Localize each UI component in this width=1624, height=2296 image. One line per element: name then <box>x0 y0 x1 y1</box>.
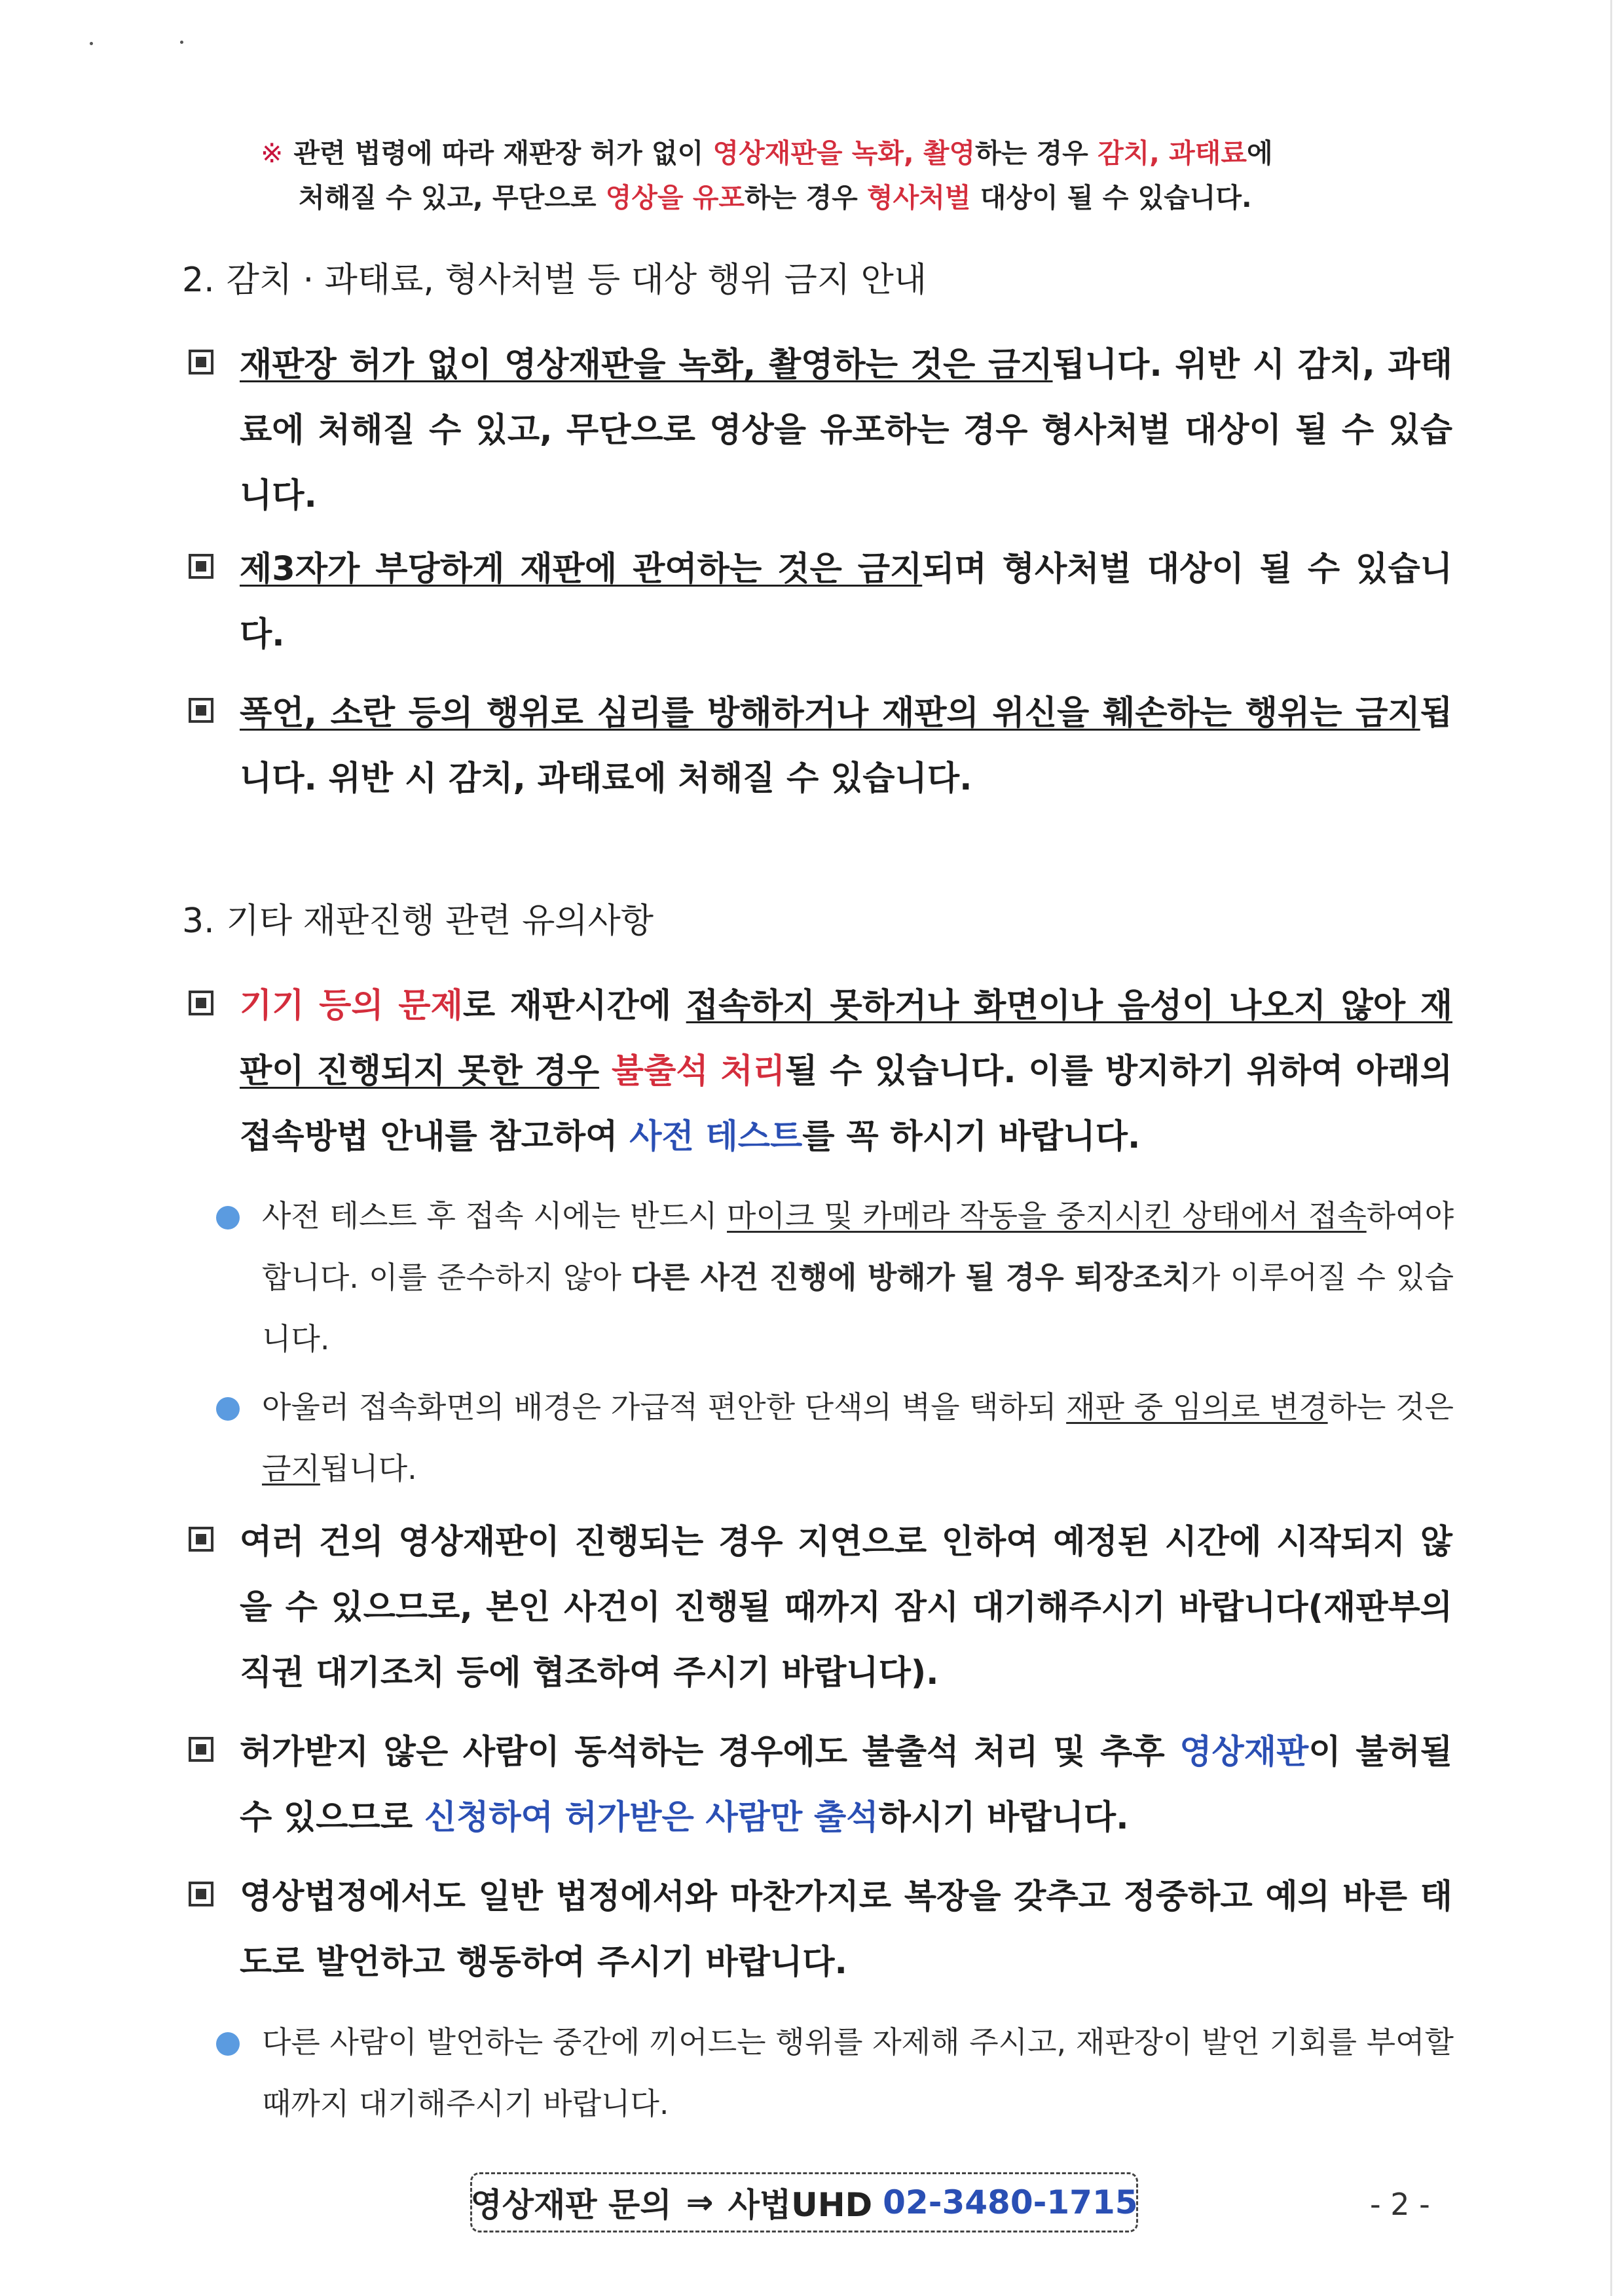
item-text-part <box>599 1052 612 1091</box>
contact-box <box>470 2172 1138 2232</box>
sub-text-part: 아울러 접속화면의 배경은 가급적 편안한 단색의 벽을 택하되 <box>262 1389 1067 1425</box>
section-2-heading <box>182 252 927 301</box>
circle-bullet-icon <box>216 1397 240 1421</box>
section-2-item-3 <box>189 681 1452 812</box>
square-bullet-icon <box>189 554 213 579</box>
section-number: 3. <box>182 902 215 941</box>
contact-phone: 02-3480-1715 <box>883 2183 1138 2221</box>
circle-bullet-icon <box>216 1206 240 1230</box>
item-text-part: 이 불허될 수 있으므로 <box>240 1733 1452 1837</box>
notice-highlight: 영상재판을 녹화, 촬영 <box>712 137 976 169</box>
section-3-item-4 <box>189 1865 1452 1995</box>
section-2-item-2 <box>189 537 1452 668</box>
notice-text: 하는 경우 <box>745 182 868 213</box>
underlined-text: 폭언, 소란 등의 행위로 심리를 방해하거나 재판의 위신을 훼손하는 행위는 금지 <box>240 694 1420 733</box>
section-title: 감치 · 과태료, 형사처벌 등 대상 행위 금지 안내 <box>226 261 927 300</box>
sub-text <box>262 1376 1454 1499</box>
square-bullet-icon <box>189 698 213 723</box>
section-3-item-3 <box>189 1720 1452 1851</box>
item-text <box>240 537 1452 668</box>
notice-text: 관련 법령에 따라 재판장 허가 없이 <box>293 137 713 169</box>
notice-line-1 <box>261 131 1452 175</box>
item-text <box>240 681 1452 812</box>
section-number: 2. <box>182 261 215 300</box>
sub-text-part: 하여야 합니다. 이를 준수하지 않아 <box>262 1198 1454 1295</box>
notice-highlight: 영상을 유포 <box>605 182 745 213</box>
red-highlight: 불출석 처리 <box>611 1052 786 1091</box>
item-text-part: 될 수 있습니다. 이를 방지하기 위하여 아래의 접속방법 안내를 참고하여 <box>240 1052 1453 1156</box>
item-text-rest: 되며 형사처벌 대상이 될 수 있습니다. <box>240 550 1452 654</box>
section-3-sub-3 <box>216 2011 1454 2134</box>
section-3-sub-1 <box>216 1185 1454 1370</box>
sub-text-part: 사전 테스트 후 접속 시에는 반드시 <box>262 1198 728 1233</box>
section-3-heading <box>182 893 654 942</box>
notice-text: 처해질 수 있고, 무단으로 <box>299 182 606 213</box>
notice-line-2 <box>261 175 1452 220</box>
square-bullet-icon <box>189 1737 213 1762</box>
notice-highlight: 감치, 과태료 <box>1098 137 1247 169</box>
square-bullet-icon <box>189 350 213 374</box>
blue-highlight: 신청하여 허가받은 사람만 출석 <box>424 1798 879 1837</box>
scan-speck <box>90 42 93 45</box>
bold-text: 다른 사건 진행에 방해가 될 경우 퇴장조치 <box>631 1260 1191 1295</box>
sub-text-part: 하는 것은 <box>1327 1389 1454 1425</box>
sub-text-part: 됩니다. <box>320 1451 417 1486</box>
scan-edge <box>1610 0 1612 2296</box>
notice-text: 에 <box>1246 137 1273 169</box>
notice-text: 하는 경우 <box>975 137 1098 169</box>
contact-org: 사법UHD <box>728 2186 873 2224</box>
item-text <box>240 333 1452 529</box>
section-3-item-1 <box>189 974 1452 1170</box>
notice-text: 대상이 될 수 있습니다. <box>970 182 1252 213</box>
section-2-item-1 <box>189 333 1452 529</box>
scan-speck <box>180 41 183 44</box>
section-title: 기타 재판진행 관련 유의사항 <box>226 902 654 941</box>
item-text-rest: 됩니다. 위반 시 감치, 과태료에 처해질 수 있고, 무단으로 영상을 유포하는 경우 형사처벌 대상이 될 수 있습니다. <box>240 346 1452 515</box>
underlined-text: 재판장 허가 없이 영상재판을 녹화, 촬영하는 것은 금지 <box>240 346 1053 384</box>
blue-highlight: 사전 테스트 <box>629 1118 803 1156</box>
item-text-part: 로 재판시간에 <box>462 987 686 1025</box>
item-text-part: 허가받지 않은 사람이 동석하는 경우에도 불출석 처리 및 추후 <box>240 1733 1180 1772</box>
section-3-sub-2 <box>216 1376 1454 1499</box>
square-bullet-icon <box>189 1882 213 1906</box>
item-text <box>240 974 1452 1170</box>
underlined-text: 금지 <box>262 1451 320 1486</box>
item-text: 여러 건의 영상재판이 진행되는 경우 지연으로 인하여 예정된 시간에 시작되지 않을 수 있으므로, 본인 사건이 진행될 때까지 잠시 대기해주시기 바랍니다(재판부의 직권 대기조치 등에 협조하여 주시기 바랍니다). <box>240 1523 1452 1692</box>
circle-bullet-icon <box>216 2032 240 2056</box>
red-highlight: 기기 등의 문제 <box>240 987 463 1025</box>
arrow-right-icon: ⇒ <box>686 2183 714 2221</box>
notice-highlight: 형사처벌 <box>867 182 971 213</box>
section-3-item-2 <box>189 1510 1452 1706</box>
underlined-text: 마이크 및 카메라 작동을 중지시킨 상태에서 접속 <box>727 1198 1367 1233</box>
item-text-rest: 됩니다. 위반 시 감치, 과태료에 처해질 수 있습니다. <box>240 694 1452 798</box>
square-bullet-icon <box>189 991 213 1015</box>
notice-box <box>261 131 1452 220</box>
item-text-part: 를 꼭 하시기 바랍니다. <box>802 1118 1141 1156</box>
underlined-text: 재판 중 임의로 변경 <box>1066 1389 1328 1425</box>
page-number: - 2 - <box>1370 2187 1430 2222</box>
blue-highlight: 영상재판 <box>1179 1733 1309 1772</box>
sub-text: 다른 사람이 발언하는 중간에 끼어드는 행위를 자제해 주시고, 재판장이 발언 기회를 부여할 때까지 대기해주시기 바랍니다. <box>262 2024 1454 2121</box>
item-text: 영상법정에서도 일반 법정에서와 마찬가지로 복장을 갖추고 정중하고 예의 바른 태도로 발언하고 행동하여 주시기 바랍니다. <box>240 1878 1452 1982</box>
underlined-text: 접속하지 못하거나 화면이나 음성이 나오지 않아 재판이 진행되지 못한 경우 <box>240 987 1453 1091</box>
reference-mark-icon: ※ <box>261 137 284 169</box>
item-text <box>240 1720 1452 1851</box>
contact-label: 영상재판 문의 <box>470 2186 672 2224</box>
square-bullet-icon <box>189 1527 213 1552</box>
sub-text <box>262 1185 1454 1370</box>
sub-text-part: 가 이루어질 수 있습니다. <box>262 1260 1454 1357</box>
underlined-text: 제3자가 부당하게 재판에 관여하는 것은 금지 <box>240 550 923 589</box>
item-text-part: 하시기 바랍니다. <box>878 1798 1129 1837</box>
